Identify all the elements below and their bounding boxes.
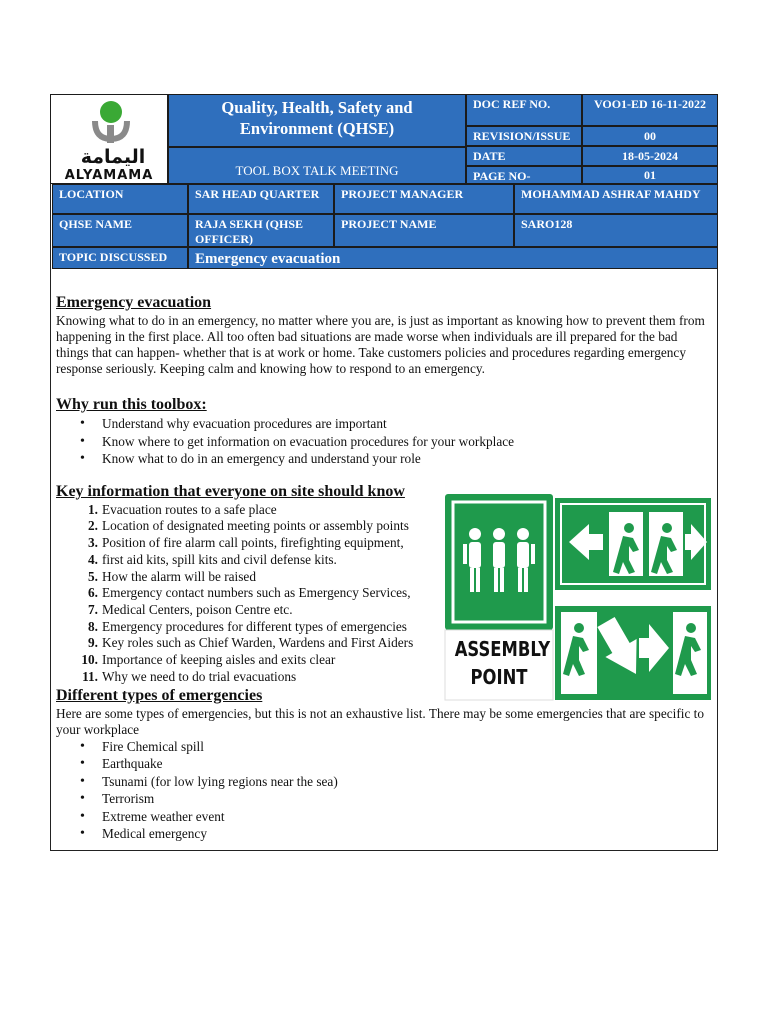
- page-value: 01: [582, 166, 718, 184]
- section-emergency-types-title: Different types of emergencies: [56, 686, 263, 704]
- list-item: [82, 668, 442, 686]
- list-item: [88, 535, 442, 552]
- topic-label: TOPIC DISCUSSED: [52, 247, 188, 269]
- list-text: first aid kits, spill kits and civil defense kits.: [102, 551, 337, 567]
- list-item: • Know what to do in an emergency and understand your role: [102, 450, 712, 468]
- list-item: [88, 568, 442, 586]
- assembly-point-text-line-2: POINT: [470, 665, 528, 689]
- list-item: [88, 618, 442, 636]
- list-item: [88, 501, 442, 519]
- section-why-run-title: Why run this toolbox:: [56, 396, 207, 413]
- list-item: • Tsunami (for low lying regions near the sea): [102, 773, 712, 791]
- list-number: 6.: [88, 585, 98, 601]
- list-number: 2.: [88, 518, 98, 534]
- section-emergency-evacuation-text: Knowing what to do in an emergency, no matter where you are, is just as important as knowing how to prevent them from happening in the first place. All too often bad situations are made worse when individuals are ill prepared for the bad things that can happen- whether that is at work or home. Take customers policies and procedures regarding emergency response seriously. Keeping calm and knowing how to respond to an emergency.: [56, 313, 705, 376]
- logo-arabic-text: اليمامة: [80, 146, 146, 168]
- project-name-value: SARO128: [514, 214, 718, 247]
- project-manager-label: PROJECT MANAGER: [334, 184, 514, 214]
- why-run-list: [56, 415, 712, 468]
- section-emergency-types-text: Here are some types of emergencies, but this is not an exhaustive list. There may be some emergencies that are specific to your workplace: [56, 705, 705, 737]
- doc-ref-label: DOC REF NO.: [466, 94, 582, 126]
- list-text: Location of designated meeting points or assembly points: [102, 518, 409, 534]
- list-number: 3.: [88, 535, 98, 551]
- company-logo: [50, 94, 168, 184]
- section-emergency-evacuation-title: Emergency evacuation: [56, 294, 212, 311]
- project-manager-value: MOHAMMAD ASHRAF MAHDY: [514, 184, 718, 214]
- list-text: Why we need to do trial evacuations: [102, 668, 297, 684]
- key-information-list: [56, 502, 442, 686]
- list-item: • Fire Chemical spill: [102, 738, 712, 756]
- list-text: Emergency procedures for different types of emergencies: [102, 618, 407, 634]
- list-item: [88, 635, 442, 652]
- list-number: 4.: [88, 551, 98, 567]
- assembly-point-text-line-1: ASSEMBLY: [454, 637, 551, 661]
- list-item: • Understand why evacuation procedures are important: [102, 415, 712, 433]
- qhse-name-line-1: RAJA SEKH (QHSE: [195, 217, 304, 231]
- list-number: 5.: [88, 568, 98, 584]
- date-value: 18-05-2024: [582, 146, 718, 166]
- location-label: LOCATION: [52, 184, 188, 214]
- list-item: [88, 518, 442, 535]
- list-number: 11.: [82, 668, 98, 684]
- list-text: Medical Centers, poison Centre etc.: [102, 602, 293, 617]
- list-item: • Extreme weather event: [102, 808, 712, 826]
- list-item: • Earthquake: [102, 755, 712, 773]
- list-number: 8.: [88, 618, 98, 634]
- title-line-1: Quality, Health, Safety and: [221, 98, 413, 117]
- qhse-name-value: [188, 214, 334, 247]
- list-item: [88, 602, 442, 619]
- subtitle-cell: [168, 147, 466, 184]
- list-text: How the alarm will be raised: [102, 568, 256, 584]
- title-cell: [168, 94, 466, 147]
- date-label: DATE: [466, 146, 582, 166]
- qhse-name-line-2: OFFICER): [195, 232, 253, 246]
- list-item: • Medical emergency: [102, 825, 712, 843]
- list-number: 10.: [81, 652, 98, 668]
- list-item: • Terrorism: [102, 790, 712, 808]
- topic-value: Emergency evacuation: [188, 247, 718, 269]
- logo-latin-text: ALYAMAMA: [64, 168, 154, 183]
- subtitle: TOOL BOX TALK MEETING: [235, 163, 399, 178]
- title-line-2: Environment (QHSE): [239, 119, 395, 138]
- revision-value: 00: [582, 126, 718, 146]
- doc-ref-value: VOO1-ED 16-11-2022: [582, 94, 718, 126]
- list-item: [81, 652, 442, 669]
- list-text: Position of fire alarm call points, firefighting equipment,: [102, 535, 404, 551]
- page-label: PAGE NO-: [466, 166, 582, 184]
- project-name-label: PROJECT NAME: [334, 214, 514, 247]
- revision-label: REVISION/ISSUE: [466, 126, 582, 146]
- list-item: • Know where to get information on evacuation procedures for your workplace: [102, 433, 712, 451]
- list-item: [88, 585, 442, 602]
- list-item: [88, 551, 442, 569]
- list-number: 7.: [88, 602, 98, 617]
- list-text: Emergency contact numbers such as Emergency Services,: [102, 585, 411, 601]
- section-key-information-title: Key information that everyone on site should know: [56, 482, 405, 500]
- list-text: Evacuation routes to a safe place: [102, 501, 277, 517]
- list-number: 9.: [88, 635, 98, 651]
- location-value: SAR HEAD QUARTER: [188, 184, 334, 214]
- list-text: Importance of keeping aisles and exits clear: [102, 652, 336, 668]
- list-number: 1.: [88, 501, 98, 517]
- evacuation-signs-image: [443, 488, 713, 702]
- qhse-name-label: QHSE NAME: [52, 214, 188, 247]
- emergency-types-list: [56, 738, 712, 844]
- list-text: Key roles such as Chief Warden, Wardens and First Aiders: [102, 635, 414, 651]
